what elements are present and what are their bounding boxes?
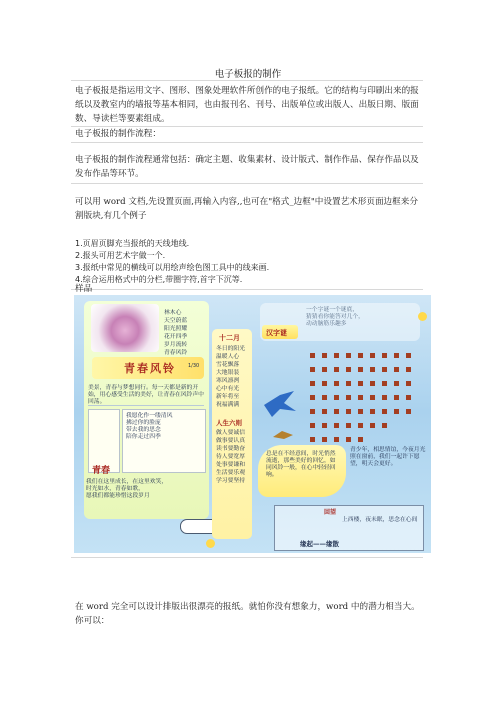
document-title: 电子板报的制作 [214,69,282,80]
sample-label: 样品 [75,284,93,294]
left-poem-text: 林木心 天空蔚蓝 阳光照耀 花开四季 岁月流转 青春风铃 [164,310,188,356]
paragraph-intro: 电子板报是指运用文字、图形、图象处理软件所创作的电子报纸。它的结构与印刷出来的报纸以及教室内的墙报等基本相同，也由报刊名、刊号、出版单位或出版人、出版日期、版面数、导读栏等要素组成。 [75,86,419,124]
story-text: 总是在不经意间，时光悄然流逝，那些美好的回忆，如同风铃一般，在心中轻轻回响。 [266,451,336,478]
right-heading: 汉字谜 [266,328,287,337]
center-text: 冬日的阳光 温暖人心 雪花飘落 大地银装 寒风凛冽 心中有光 新年将至 祝福满满 [216,346,245,408]
left-poem-box-text: 我愿化作一缕清风 拂过你的脸庞 带去我的思念 陪你走过四季 [126,413,173,440]
row-divider [71,557,423,558]
row-divider [71,142,423,143]
bottom-heading: 回望 [324,509,337,516]
tip-list-item: 2.报头可用艺术字做一个. [75,251,166,260]
masthead-number: 1/30 [188,363,200,369]
bottom-panel [274,505,424,551]
smiley-icon [206,539,215,548]
bird-small-icon [272,429,294,441]
story-text-right: 青少年，相思情谊，今夜月光照在窗前，我们一起许下愿望，明天会更好。 [350,447,426,467]
paragraph-flow-heading: 电子板报的制作流程： [75,129,161,139]
tip-list-item: 4.综合运用格式中的分栏,带圈字符,首字下沉等. [75,275,243,284]
tip-list-item: 3.报纸中常见的横线可以用绘声绘色图工具中的线来画. [75,263,270,272]
riddle-grid [308,351,426,451]
center-text-2: 做人要诚信 做事要认真 读书要勤奋 待人要宽厚 处事要谦和 生活要乐观 学习要坚持 [216,430,245,484]
tip-list-item: 1.页眉页脚充当报纸的天线地线. [75,239,190,248]
center-heading-2: 人生六则 [216,419,242,427]
left-divider [88,405,204,406]
row-divider [71,183,423,184]
flower-photo [91,304,159,352]
paragraph-conclusion: 在 word 完全可以设计排版出很漂亮的报纸。就怕你没有想象力，word 中的潜力相当大。你可以： [75,602,420,626]
bottom-text: 上西楼，夜未眠，思念在心间 [342,517,418,523]
left-body-text: 美景，青春与梦想同行。每一天都是新的开始，用心感受生活的美好，让青春在风铃声中回荡。 [88,385,204,405]
left-bottom-text: 我们在这里成长，在这里欢笑， 时光如水，青春如歌， 愿我们都能珍惜这段岁月 [86,479,168,499]
right-top-text: 一个字谜一个谜底， 猜猜看你能答对几个， 动动脑筋乐趣多 [306,307,364,327]
masthead-title: 青春风铃 [124,362,176,375]
paragraph-word-tip: 可以用 word 文档,先设置页面,再输入内容,,也可在"格式_边框"中设置艺术形页面边框来分割版块,有几个例子 [75,197,418,221]
smiley-icon [418,312,427,321]
bird-icon [260,387,300,421]
sample-newspaper-image [74,295,431,553]
tip-list [75,238,425,286]
row-divider [71,289,423,290]
title-divider [71,80,423,81]
bottom-label: 缘起——缘散 [300,540,339,548]
center-heading: 十二月 [219,333,240,342]
left-heading: 青春 [92,466,111,476]
paragraph-flow: 电子板报的制作流程通常包括：确定主题、收集素材、设计版式、制作作品、保存作品以及发布作品等环节。 [75,155,419,179]
